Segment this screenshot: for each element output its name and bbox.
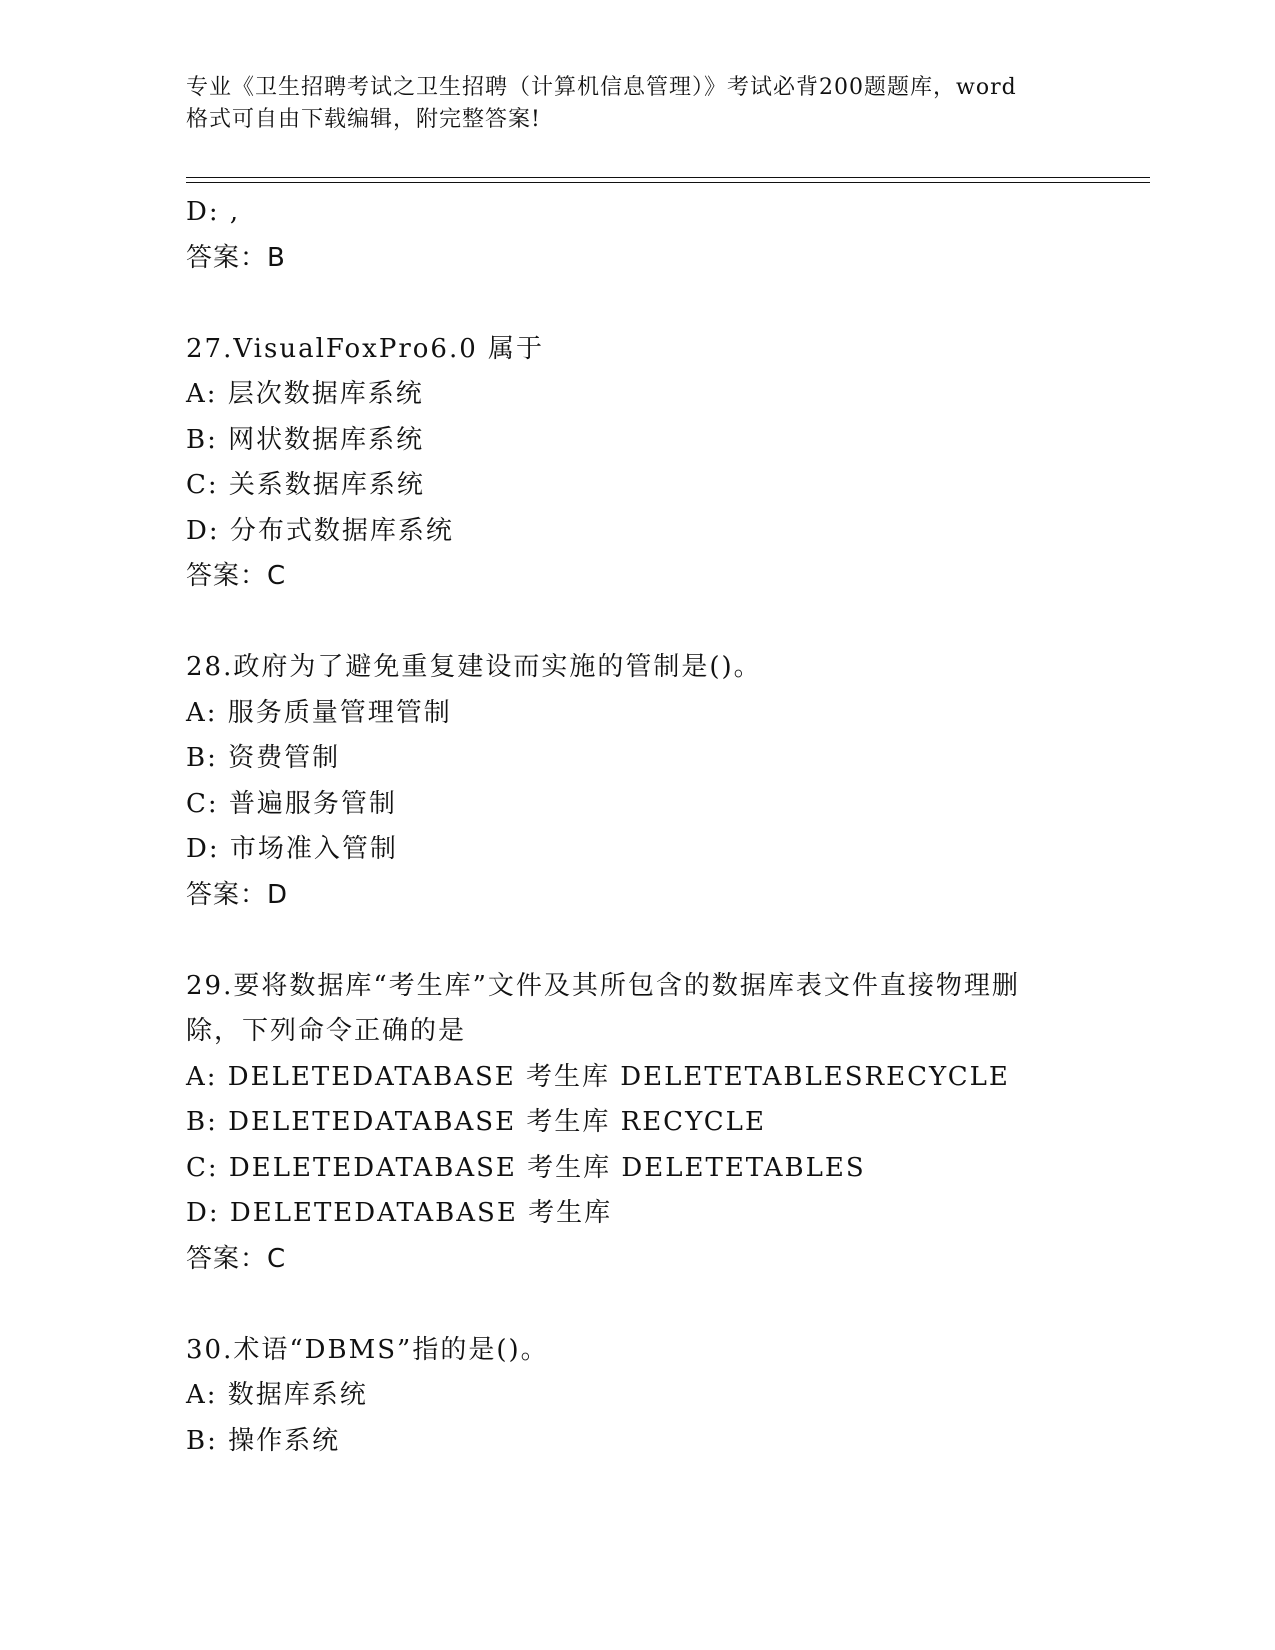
spacer xyxy=(186,600,1086,646)
option-a: A: 层次数据库系统 xyxy=(186,379,424,409)
header-line-2: 格式可自由下载编辑，附完整答案! xyxy=(186,107,541,132)
option-d: D: DELETEDATABASE 考生库 xyxy=(186,1198,613,1228)
header-divider-bottom xyxy=(186,182,1150,183)
question-stem-line-2: 除，下列命令正确的是 xyxy=(186,1016,467,1046)
question-stem-line-1: 29.要将数据库“考生库”文件及其所包含的数据库表文件直接物理删 xyxy=(186,970,1020,1001)
document-header xyxy=(186,72,1086,136)
spacer xyxy=(186,281,1086,327)
option-d: D: 市场准入管制 xyxy=(186,834,398,864)
option-b: B: 网状数据库系统 xyxy=(186,424,425,455)
question-stem: 30.术语“DBMS”指的是()。 xyxy=(186,1334,549,1365)
answer-line: 答案：B xyxy=(186,242,286,273)
option-c: C: DELETEDATABASE 考生库 DELETETABLES xyxy=(186,1152,866,1183)
question-stem: 28.政府为了避免重复建设而实施的管制是()。 xyxy=(186,652,762,682)
option-d: D: 分布式数据库系统 xyxy=(186,515,454,546)
spacer xyxy=(186,918,1086,964)
question-list xyxy=(186,190,1086,1464)
option-b: B: 资费管制 xyxy=(186,743,341,773)
question-stem: 27.VisualFoxPro6.0 属于 xyxy=(186,333,545,364)
option-a: A: 数据库系统 xyxy=(186,1380,368,1410)
option-d: D: , xyxy=(186,197,241,227)
option-a: A: 服务质量管理管制 xyxy=(186,697,452,728)
header-divider-top xyxy=(186,177,1150,178)
answer-line: 答案：D xyxy=(186,879,289,910)
option-c: C: 普遍服务管制 xyxy=(186,788,397,819)
option-a: A: DELETEDATABASE 考生库 DELETETABLESRECYCLE xyxy=(186,1061,1010,1092)
option-c: C: 关系数据库系统 xyxy=(186,470,425,500)
option-b: B: DELETEDATABASE 考生库 RECYCLE xyxy=(186,1107,766,1137)
spacer xyxy=(186,1282,1086,1328)
answer-line: 答案：C xyxy=(186,1243,287,1274)
answer-line: 答案：C xyxy=(186,561,287,591)
header-line-1: 专业《卫生招聘考试之卫生招聘（计算机信息管理）》考试必背200题题库，word xyxy=(186,75,1017,100)
option-b: B: 操作系统 xyxy=(186,1425,341,1456)
